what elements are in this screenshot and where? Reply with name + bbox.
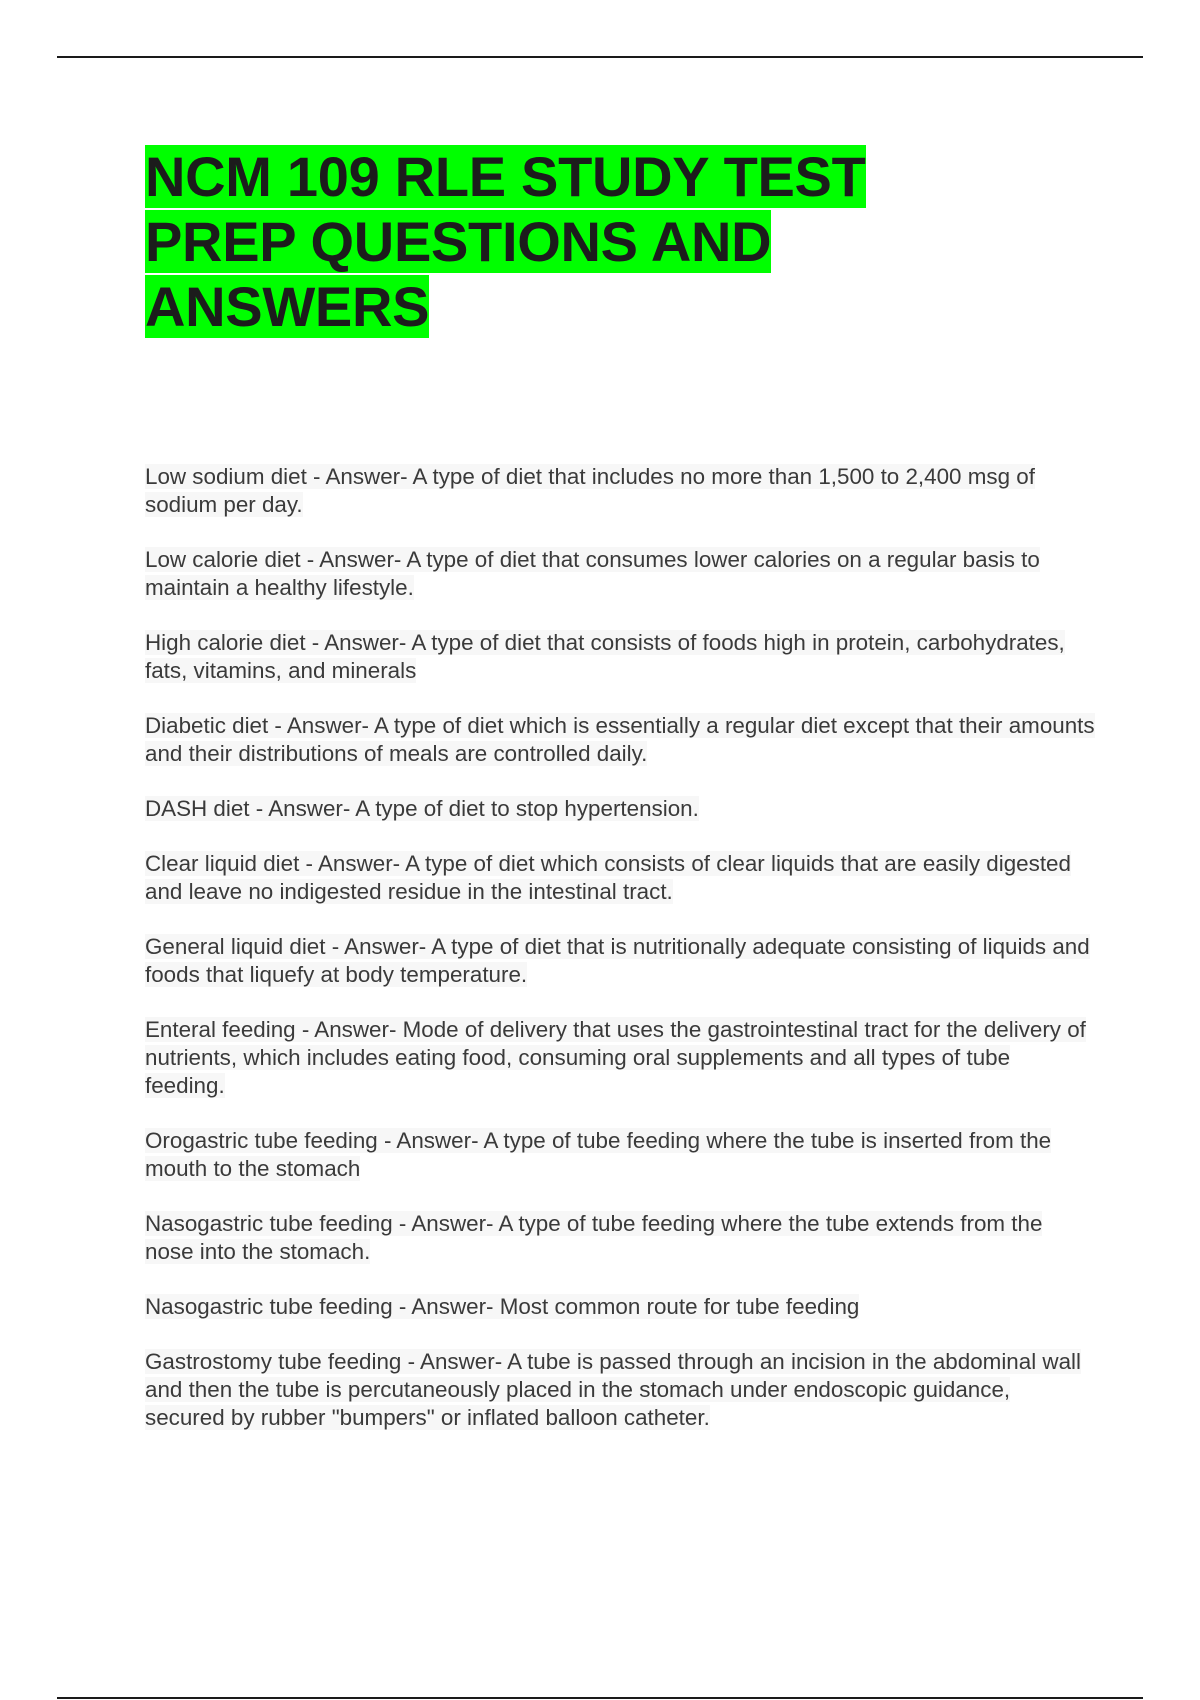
footer-rule xyxy=(57,1697,1143,1699)
header-rule xyxy=(57,56,1143,58)
qa-item: DASH diet - Answer- A type of diet to stop hypertension. xyxy=(145,796,699,821)
document-title xyxy=(145,144,905,339)
qa-item: High calorie diet - Answer- A type of diet that consists of foods high in protein, carbohydrates, fats, vitamins, and minerals xyxy=(145,630,1065,683)
qa-item: Low calorie diet - Answer- A type of diet that consumes lower calories on a regular basis to maintain a healthy lifestyle. xyxy=(145,547,1040,600)
qa-item: Nasogastric tube feeding - Answer- A type of tube feeding where the tube extends from the nose into the stomach. xyxy=(145,1211,1043,1264)
qa-item: Gastrostomy tube feeding - Answer- A tube is passed through an incision in the abdominal wall and then the tube is percutaneously placed in the stomach under endoscopic guidance, secured by rubber "bumpers" or inflated balloon catheter. xyxy=(145,1349,1081,1430)
qa-item: Orogastric tube feeding - Answer- A type of tube feeding where the tube is inserted from the mouth to the stomach xyxy=(145,1128,1052,1181)
document-body xyxy=(145,144,1095,1459)
qa-item: Low sodium diet - Answer- A type of diet that includes no more than 1,500 to 2,400 msg of sodium per day. xyxy=(145,464,1035,517)
qa-list xyxy=(145,463,1095,1432)
qa-item: Nasogastric tube feeding - Answer- Most common route for tube feeding xyxy=(145,1294,860,1319)
qa-item: Diabetic diet - Answer- A type of diet which is essentially a regular diet except that their amounts and their distributions of meals are controlled daily. xyxy=(145,713,1095,766)
document-title-text: NCM 109 RLE STUDY TEST PREP QUESTIONS AND ANSWERS xyxy=(145,145,866,338)
qa-item: General liquid diet - Answer- A type of diet that is nutritionally adequate consisting of liquids and foods that liquefy at body temperature. xyxy=(145,934,1090,987)
qa-item: Enteral feeding - Answer- Mode of delivery that uses the gastrointestinal tract for the delivery of nutrients, which includes eating food, consuming oral supplements and all types of tube feeding. xyxy=(145,1017,1086,1098)
qa-item: Clear liquid diet - Answer- A type of diet which consists of clear liquids that are easily digested and leave no indigested residue in the intestinal tract. xyxy=(145,851,1071,904)
